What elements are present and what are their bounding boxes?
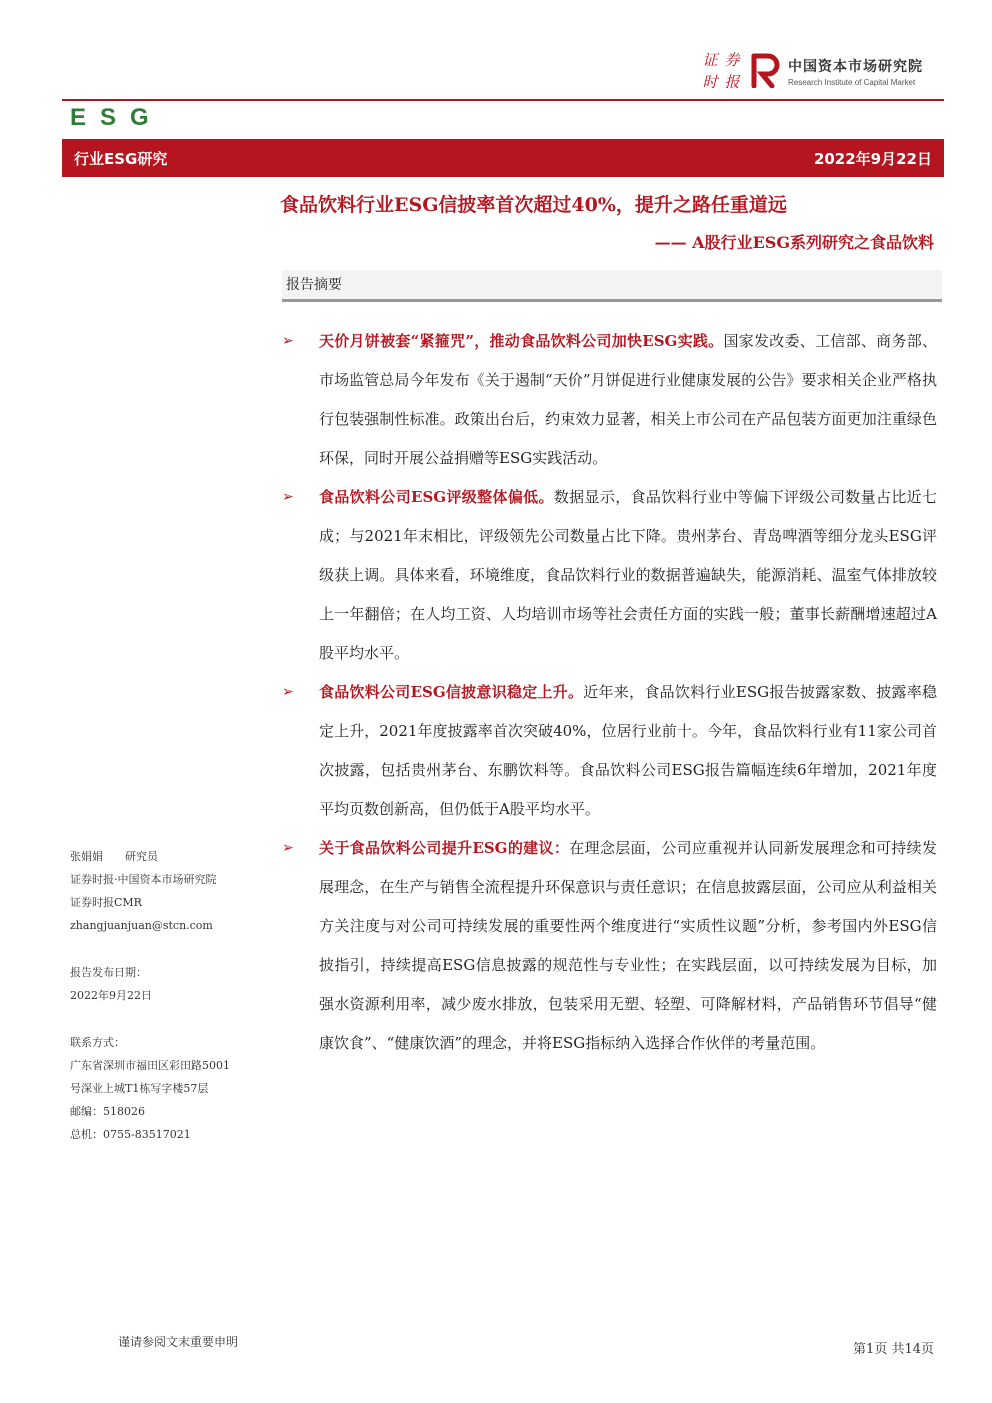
summary-item-lead: 天价月饼被套“紧箍咒”，推动食品饮料公司加快ESG实践。 bbox=[319, 332, 724, 350]
seal-char: 报 bbox=[724, 73, 740, 91]
arrow-bullet-icon: ➢ bbox=[282, 684, 294, 700]
page-number: 第1页 共14页 bbox=[853, 1342, 934, 1357]
summary-item-body: 近年来，食品饮料行业ESG报告披露家数、披露率稳定上升，2021年度披露率首次突破40%，位居行业前十。今年，食品饮料行业有11家公司首次披露，包括贵州茅台、东鹏饮料等。食品饮料公司ESG报告篇幅连续6年增加，2021年度平均页数创新高，但仍低于A股平均水平。 bbox=[319, 683, 937, 818]
section-esg-label: ESG bbox=[70, 104, 163, 131]
publish-date: 2022年9月22日 bbox=[70, 989, 152, 1002]
summary-item-body: 国家发改委、工信部、商务部、市场监管总局今年发布《关于遏制“天价”月饼促进行业健康发展的公告》要求相关企业严格执行包装强制性标准。政策出台后，约束效力显著，相关上市公司在产品包装方面更加注重绿色环保，同时开展公益捐赠等ESG实践活动。 bbox=[319, 332, 937, 467]
category-bar bbox=[62, 139, 944, 177]
address-line-2: 号深业上城T1栋写字楼57层 bbox=[70, 1082, 209, 1095]
category-label: 行业ESG研究 bbox=[74, 149, 168, 168]
summary-item bbox=[282, 673, 937, 829]
brand-r-icon bbox=[750, 52, 782, 88]
seal-char: 证 bbox=[702, 51, 718, 69]
postcode: 邮编：518026 bbox=[70, 1105, 145, 1118]
phone: 总机：0755-83517021 bbox=[70, 1128, 191, 1141]
summary-item-body: 数据显示，食品饮料行业中等偏下评级公司数量占比近七成；与2021年末相比，评级领先公司数量占比下降。贵州茅台、青岛啤酒等细分龙头ESG评级获上调。具体来看，环境维度，食品饮料行业的数据普遍缺失，能源消耗、温室气体排放较上一年翻倍；在人均工资、人均培训市场等社会责任方面的实践一般；董事长薪酬增速超过A股平均水平。 bbox=[319, 488, 937, 662]
author-sidebar bbox=[70, 845, 270, 1146]
summary-item bbox=[282, 478, 937, 673]
report-date: 2022年9月22日 bbox=[813, 149, 932, 168]
report-title: 食品饮料行业ESG信披率首次超过40%，提升之路任重道远 bbox=[280, 194, 787, 216]
summary-list bbox=[282, 322, 937, 1063]
author-name: 张娟娟 研究员 bbox=[70, 850, 158, 863]
arrow-bullet-icon: ➢ bbox=[282, 840, 294, 856]
seal-char: 券 bbox=[724, 51, 740, 69]
author-email[interactable]: zhangjuanjuan@stcn.com bbox=[70, 919, 213, 932]
summary-heading: 报告摘要 bbox=[282, 270, 942, 302]
publish-date-label: 报告发布日期： bbox=[70, 966, 147, 979]
author-org: 证券时报·中国资本市场研究院 bbox=[70, 873, 217, 886]
address-line-1: 广东省深圳市福田区彩田路5001 bbox=[70, 1059, 230, 1072]
author-dept: 证券时报CMR bbox=[70, 896, 142, 909]
summary-item-lead: 食品饮料公司ESG评级整体偏低。 bbox=[319, 488, 554, 506]
summary-item-body: 在理念层面，公司应重视并认同新发展理念和可持续发展理念，在生产与销售全流程提升环保意识与责任意识；在信息披露层面，公司应从利益相关方关注度与对公司可持续发展的重要性两个维度进行“实质性议题”分析，参考国内外ESG信披指引，持续提高ESG信息披露的规范性与专业性；在实践层面，以可持续发展为目标，加强水资源利用率，减少废水排放，包装采用无塑、轻塑、可降解材料，产品销售环节倡导“健康饮食”、“健康饮酒”的理念，并将ESG指标纳入选择合作伙伴的考量范围。 bbox=[319, 839, 937, 1052]
contact-label: 联系方式： bbox=[70, 1036, 125, 1049]
brand-name-cn: 中国资本市场研究院 bbox=[788, 59, 923, 75]
arrow-bullet-icon: ➢ bbox=[282, 489, 294, 505]
seal-logo bbox=[700, 50, 742, 92]
disclaimer-note: 谨请参阅文末重要申明 bbox=[118, 1335, 239, 1349]
seal-char: 时 bbox=[702, 73, 718, 91]
arrow-bullet-icon: ➢ bbox=[282, 333, 294, 349]
header-divider bbox=[62, 99, 944, 101]
summary-item bbox=[282, 322, 937, 478]
summary-item bbox=[282, 829, 937, 1063]
summary-item-lead: 关于食品饮料公司提升ESG的建议： bbox=[319, 839, 570, 857]
report-subtitle: —— A股行业ESG系列研究之食品饮料 bbox=[654, 233, 934, 252]
brand-name-en: Research Institute of Capital Market bbox=[788, 78, 916, 87]
summary-item-lead: 食品饮料公司ESG信披意识稳定上升。 bbox=[319, 683, 584, 701]
